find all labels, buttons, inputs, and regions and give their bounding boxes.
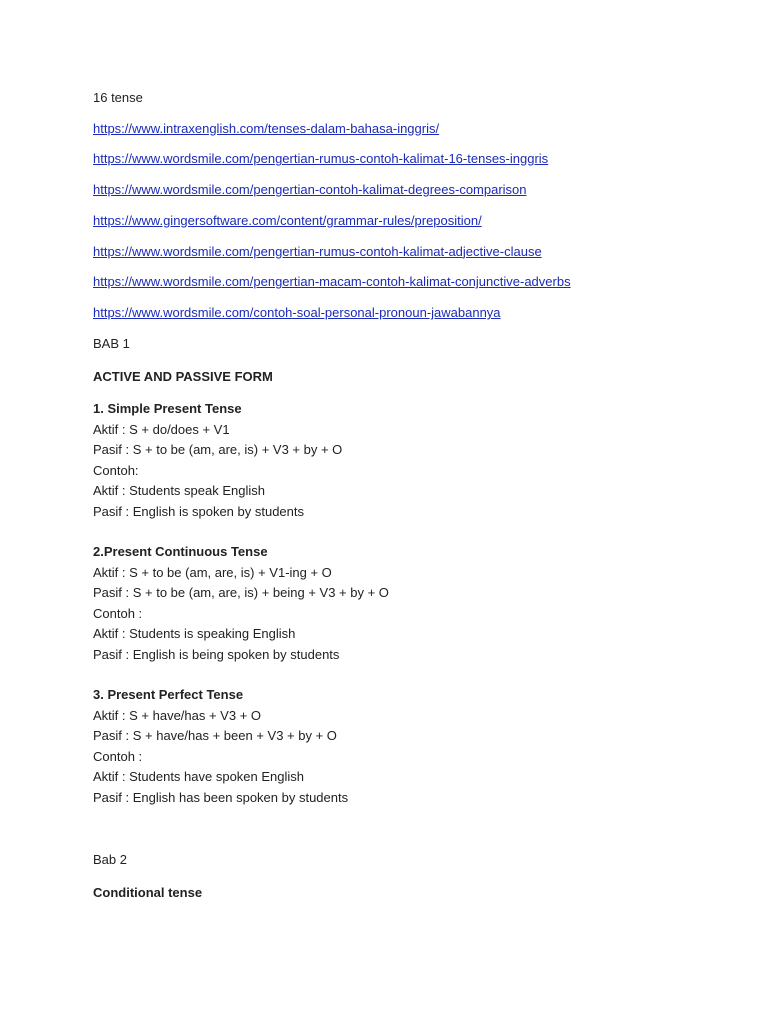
bab-2-heading: Conditional tense bbox=[93, 884, 203, 900]
document-body bbox=[93, 88, 733, 915]
tense-line: Aktif : S + do/does + V1 bbox=[93, 421, 230, 437]
section-heading: ACTIVE AND PASSIVE FORM bbox=[93, 368, 273, 384]
tense-heading: 2.Present Continuous Tense bbox=[93, 544, 268, 560]
tense-line: Pasif : S + to be (am, are, is) + being + V3 + by + O bbox=[93, 585, 389, 601]
link-wordsmile-16-tenses[interactable]: https://www.wordsmile.com/pengertian-rumus-contoh-kalimat-16-tenses-inggris bbox=[93, 151, 549, 167]
tense-block-2 bbox=[93, 542, 733, 665]
tense-line: Contoh : bbox=[93, 605, 143, 621]
tense-heading: 1. Simple Present Tense bbox=[93, 401, 242, 417]
tense-line: Pasif : S + have/has + been + V3 + by + O bbox=[93, 728, 337, 744]
tense-block-1 bbox=[93, 399, 733, 522]
bab-1-label: BAB 1 bbox=[93, 336, 130, 352]
tense-line: Aktif : Students have spoken English bbox=[93, 769, 305, 785]
tense-line: Pasif : English is spoken by students bbox=[93, 503, 305, 519]
tense-line: Aktif : Students is speaking English bbox=[93, 626, 296, 642]
doc-title: 16 tense bbox=[93, 90, 143, 105]
bab-2-label: Bab 2 bbox=[93, 852, 127, 868]
tense-line: Contoh : bbox=[93, 748, 143, 764]
tense-line: Pasif : English has been spoken by students bbox=[93, 789, 349, 805]
tense-block-3 bbox=[93, 685, 733, 808]
tense-line: Pasif : English is being spoken by students bbox=[93, 646, 340, 662]
link-gingersoftware-preposition[interactable]: https://www.gingersoftware.com/content/grammar-rules/preposition/ bbox=[93, 212, 482, 228]
link-wordsmile-adjective-clause[interactable]: https://www.wordsmile.com/pengertian-rumus-contoh-kalimat-adjective-clause bbox=[93, 243, 542, 259]
tense-line: Aktif : S + to be (am, are, is) + V1-ing + O bbox=[93, 564, 332, 580]
link-wordsmile-conjunctive-adverbs[interactable]: https://www.wordsmile.com/pengertian-macam-contoh-kalimat-conjunctive-adverbs bbox=[93, 274, 571, 290]
tense-line: Aktif : Students speak English bbox=[93, 483, 265, 499]
link-intraxenglish-tenses[interactable]: https://www.intraxenglish.com/tenses-dalam-bahasa-inggris/ bbox=[93, 120, 440, 136]
link-wordsmile-degrees-comparison[interactable]: https://www.wordsmile.com/pengertian-contoh-kalimat-degrees-comparison bbox=[93, 182, 527, 198]
tense-heading: 3. Present Perfect Tense bbox=[93, 687, 244, 703]
tense-line: Pasif : S + to be (am, are, is) + V3 + by + O bbox=[93, 442, 343, 458]
tense-line: Contoh: bbox=[93, 462, 139, 478]
link-wordsmile-personal-pronoun[interactable]: https://www.wordsmile.com/contoh-soal-personal-pronoun-jawabannya bbox=[93, 305, 501, 321]
tense-line: Aktif : S + have/has + V3 + O bbox=[93, 707, 262, 723]
